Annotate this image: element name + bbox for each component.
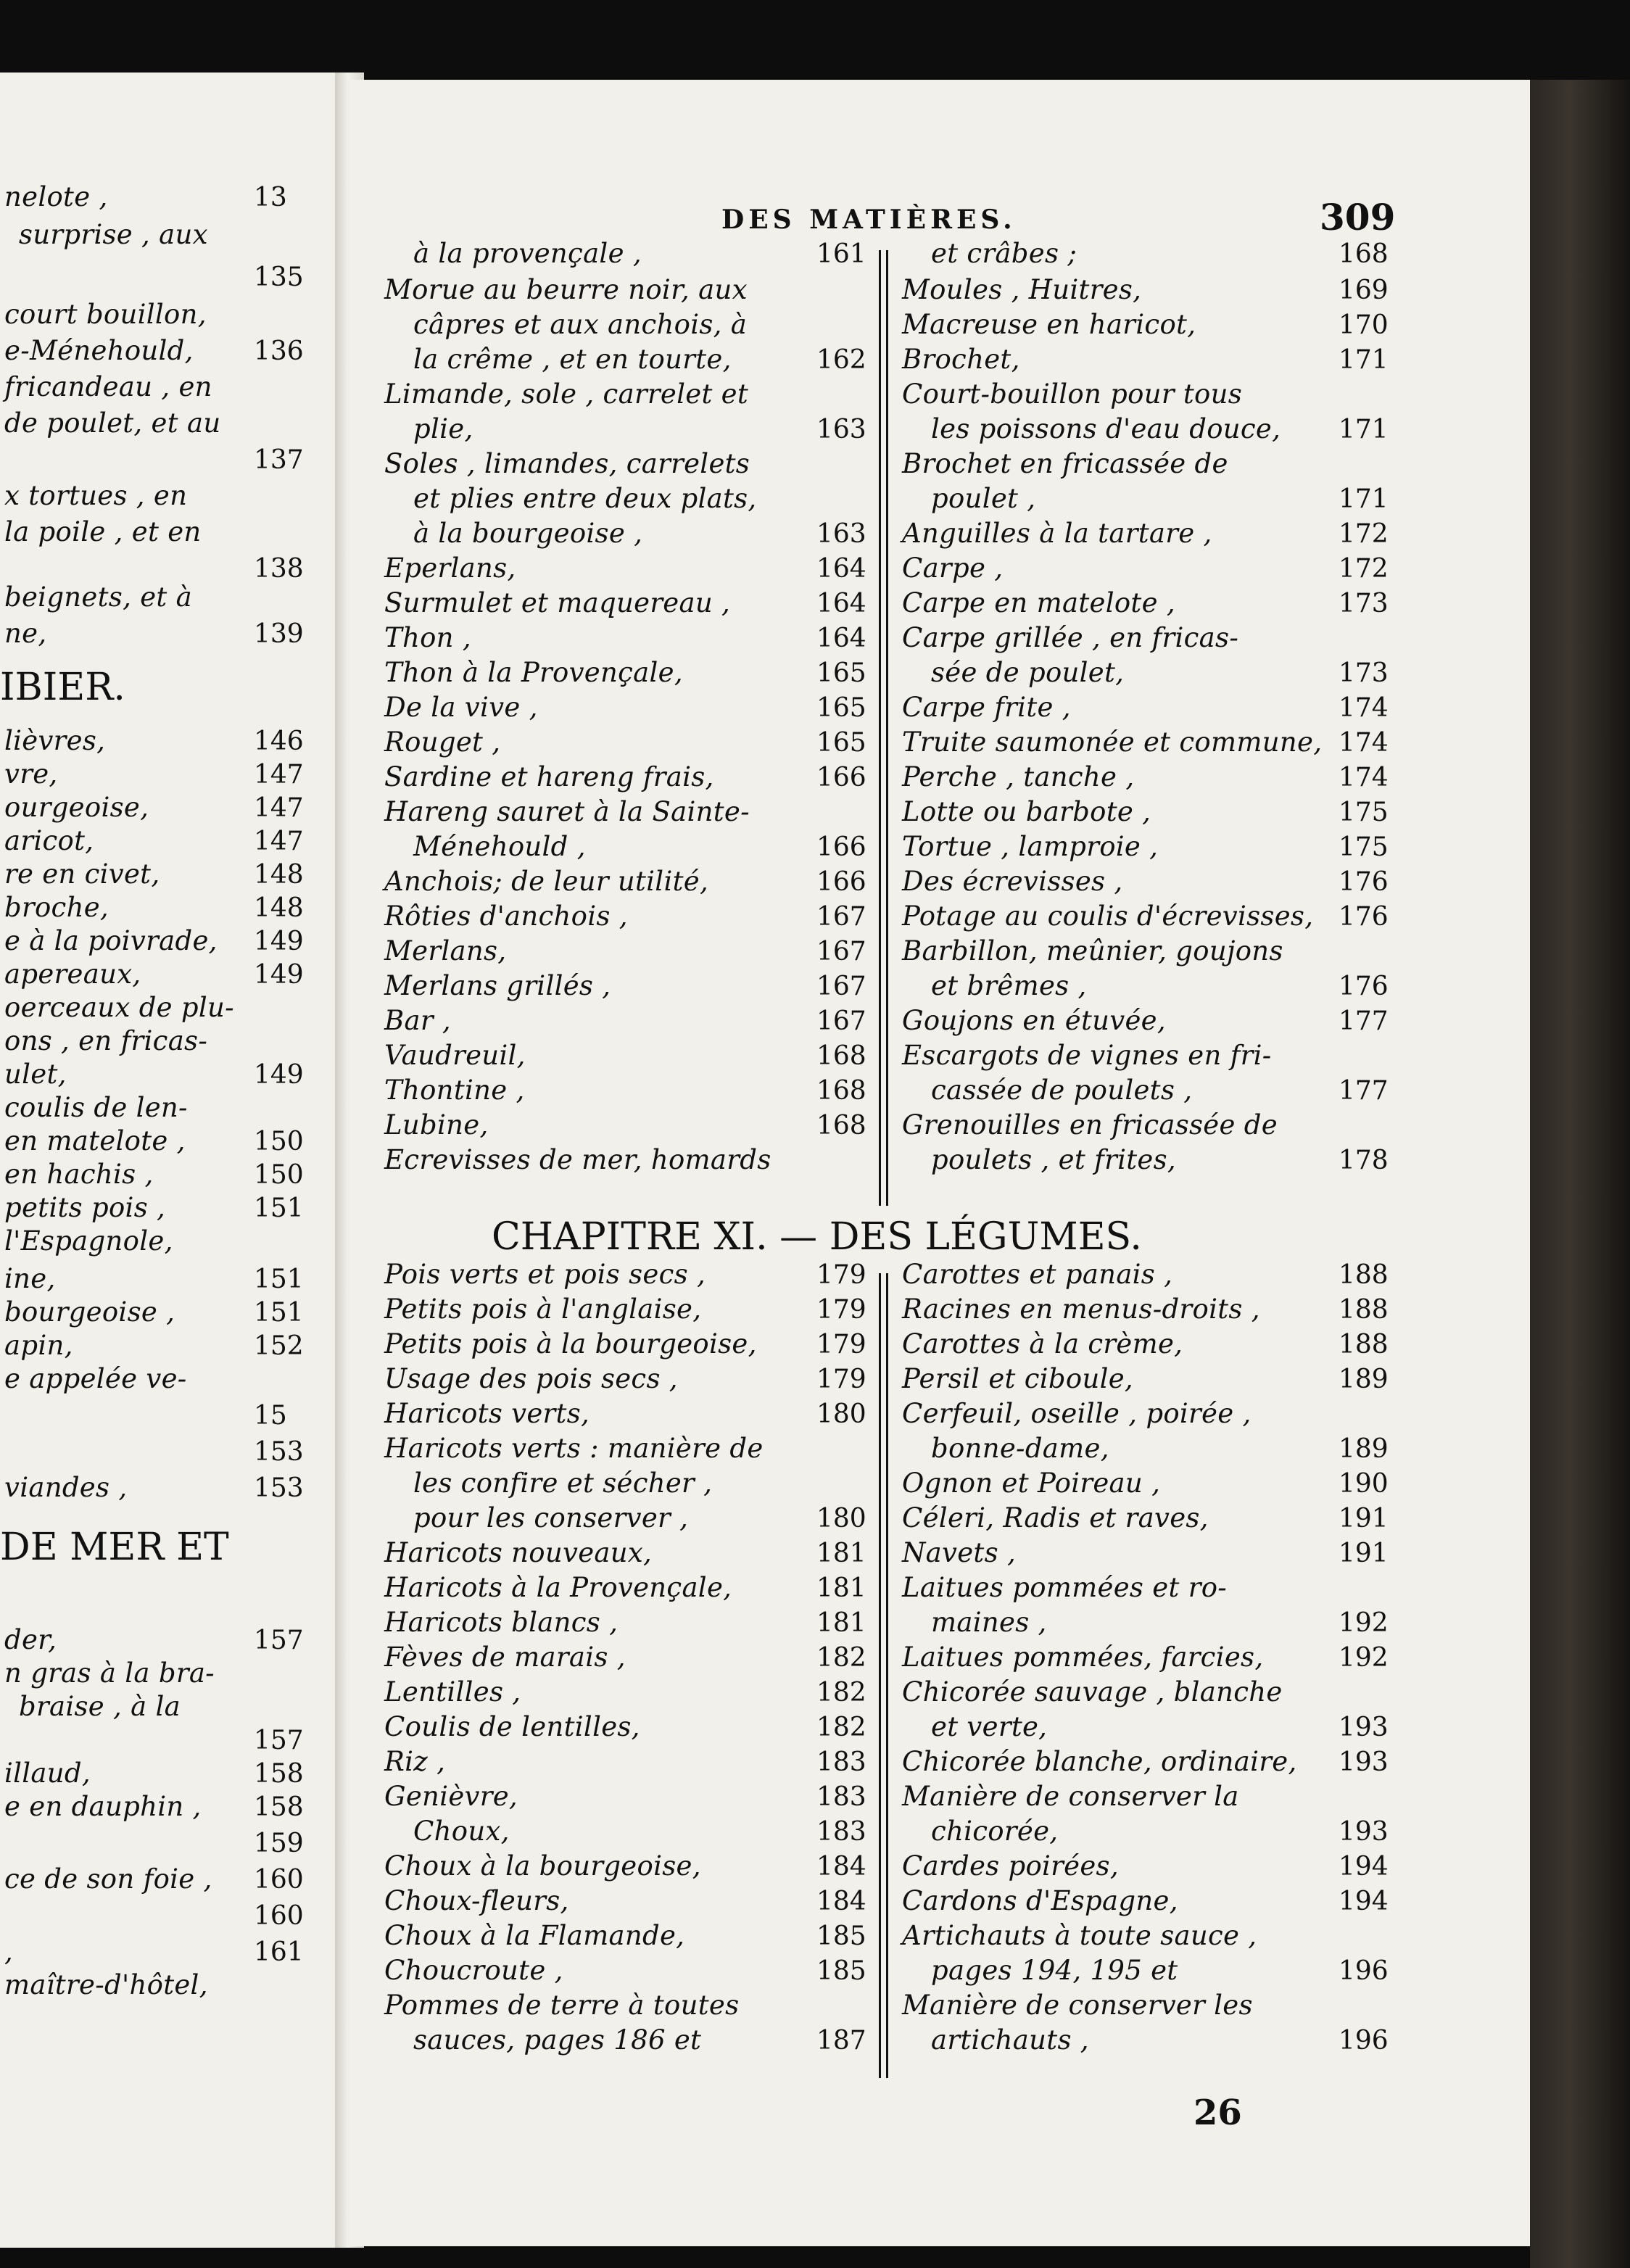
col2-entry-43-text: chicorée, bbox=[931, 1816, 1059, 1847]
col2-entry-48-text: Manière de conserver les bbox=[902, 1990, 1253, 2021]
col1-entry-15-text: Sardine et hareng frais, bbox=[384, 761, 714, 792]
col1-entry-45-text: Choux-fleurs, bbox=[384, 1885, 569, 1916]
col2-entry-37-text: maines , bbox=[931, 1607, 1047, 1638]
running-header: DES MATIÈRES. bbox=[721, 204, 1017, 235]
col2-entry-15-page: 174 bbox=[1339, 763, 1389, 792]
left-entry-23-page: 149 bbox=[254, 1060, 304, 1090]
col1-entry-36-text: Haricots à la Provençale, bbox=[384, 1572, 732, 1603]
col1-entry-42-page: 183 bbox=[816, 1782, 866, 1812]
left-entry-11-text: beignets, et à bbox=[4, 582, 192, 613]
col1-entry-18-text: Anchois; de leur utilité, bbox=[384, 866, 709, 897]
col2-entry-43-page: 193 bbox=[1339, 1817, 1389, 1847]
col2-entry-1-page: 169 bbox=[1339, 276, 1389, 305]
col1-entry-6-text: Soles , limandes, carrelets bbox=[384, 448, 750, 479]
left-entry-45-page: 161 bbox=[254, 1937, 304, 1967]
col2-entry-46-text: Artichauts à toute sauce , bbox=[902, 1920, 1257, 1951]
left-entry-20-text: apereaux, bbox=[4, 959, 141, 990]
col1-entry-41-page: 183 bbox=[816, 1747, 866, 1777]
col2-entry-5-text: les poissons d'eau douce, bbox=[931, 413, 1281, 444]
left-entry-22-text: ons , en fricas- bbox=[4, 1025, 208, 1056]
col2-entry-13-text: Carpe frite , bbox=[902, 692, 1071, 723]
left-entry-21-text: oerceaux de plu- bbox=[4, 992, 234, 1023]
col2-entry-12-text: sée de poulet, bbox=[931, 657, 1125, 688]
col2-entry-6-text: Brochet en fricassée de bbox=[902, 448, 1228, 479]
left-entry-35-page: 153 bbox=[254, 1473, 304, 1503]
col1-entry-10-text: Surmulet et maquereau , bbox=[384, 587, 731, 618]
col2-entry-18-page: 176 bbox=[1339, 867, 1389, 897]
col2-entry-31-text: Cerfeuil, oseille , poirée , bbox=[902, 1398, 1252, 1429]
left-entry-0-text: nelote , bbox=[4, 181, 108, 212]
book-edge bbox=[1530, 80, 1630, 2268]
col1-entry-34-page: 180 bbox=[816, 1504, 866, 1534]
col1-entry-24-text: Thontine , bbox=[384, 1075, 525, 1106]
col1-entry-22-text: Bar , bbox=[384, 1005, 451, 1036]
col2-entry-16-page: 175 bbox=[1339, 798, 1389, 827]
col1-entry-19-text: Rôties d'anchois , bbox=[384, 901, 628, 932]
left-entry-39-page: 157 bbox=[254, 1726, 304, 1755]
left-entry-3-text: court bouillon, bbox=[4, 299, 207, 330]
col1-entry-49-text: sauces, pages 186 et bbox=[413, 2024, 702, 2056]
left-entry-25-text: en matelote , bbox=[4, 1125, 186, 1156]
col2-entry-9-text: Carpe , bbox=[902, 552, 1004, 584]
left-entry-32-text: e appelée ve- bbox=[4, 1363, 187, 1394]
left-entry-38-text: braise , à la bbox=[19, 1691, 181, 1722]
col2-entry-38-page: 192 bbox=[1339, 1643, 1389, 1673]
col2-entry-24-page: 177 bbox=[1339, 1076, 1389, 1106]
col2-entry-14-page: 174 bbox=[1339, 728, 1389, 758]
col2-entry-49-page: 196 bbox=[1339, 2026, 1389, 2056]
left-entry-13-page: 146 bbox=[254, 727, 304, 756]
left-entry-41-text: e en dauphin , bbox=[4, 1791, 202, 1822]
left-entry-40-page: 158 bbox=[254, 1759, 304, 1789]
col2-entry-11-text: Carpe grillée , en fricas- bbox=[902, 622, 1239, 653]
left-entry-12-text: ne, bbox=[4, 618, 47, 649]
col1-entry-3-text: la crême , et en tourte, bbox=[413, 344, 732, 375]
left-entry-30-page: 151 bbox=[254, 1298, 304, 1328]
col2-entry-19-text: Potage au coulis d'écrevisses, bbox=[902, 901, 1314, 932]
left-entry-9-text: la poile , et en bbox=[4, 516, 202, 547]
left-heading-mer: DE MER ET bbox=[0, 1526, 229, 1569]
col2-entry-9-page: 172 bbox=[1339, 554, 1389, 584]
left-entry-15-page: 147 bbox=[254, 793, 304, 823]
col2-entry-40-page: 193 bbox=[1339, 1713, 1389, 1742]
col1-entry-43-page: 183 bbox=[816, 1817, 866, 1847]
col1-entry-39-text: Lentilles , bbox=[384, 1676, 521, 1708]
left-entry-18-page: 148 bbox=[254, 893, 304, 923]
col1-entry-11-page: 164 bbox=[816, 624, 866, 653]
col2-entry-29-text: Carottes à la crème, bbox=[902, 1328, 1183, 1359]
col2-entry-47-page: 196 bbox=[1339, 1956, 1389, 1986]
col2-entry-20-text: Barbillon, meûnier, goujons bbox=[902, 935, 1283, 967]
left-entry-5-text: fricandeau , en bbox=[4, 371, 212, 402]
col2-entry-40-text: et verte, bbox=[931, 1711, 1048, 1742]
col1-entry-1-text: Morue au beurre noir, aux bbox=[384, 274, 748, 305]
col1-entry-14-text: Rouget , bbox=[384, 727, 501, 758]
col1-entry-20-page: 167 bbox=[816, 937, 866, 967]
col2-entry-16-text: Lotte ou barbote , bbox=[902, 796, 1151, 827]
col2-entry-39-text: Chicorée sauvage , blanche bbox=[902, 1676, 1283, 1708]
col1-entry-44-text: Choux à la bourgeoise, bbox=[384, 1850, 701, 1882]
col1-entry-35-page: 181 bbox=[816, 1539, 866, 1568]
col2-entry-41-text: Chicorée blanche, ordinaire, bbox=[902, 1746, 1297, 1777]
col2-entry-28-text: Racines en menus-droits , bbox=[902, 1294, 1260, 1325]
left-entry-44-page: 160 bbox=[254, 1901, 304, 1931]
left-entry-45-text: , bbox=[4, 1936, 14, 1967]
col2-entry-7-page: 171 bbox=[1339, 484, 1389, 514]
column-rule-upper-2 bbox=[886, 250, 888, 1206]
col1-entry-48-text: Pommes de terre à toutes bbox=[384, 1990, 740, 2021]
col2-entry-45-page: 194 bbox=[1339, 1887, 1389, 1916]
col2-entry-34-page: 191 bbox=[1339, 1504, 1389, 1534]
left-entry-29-text: ine, bbox=[4, 1263, 56, 1294]
left-entry-29-page: 151 bbox=[254, 1265, 304, 1294]
col2-entry-29-page: 188 bbox=[1339, 1330, 1389, 1359]
col2-entry-13-page: 174 bbox=[1339, 693, 1389, 723]
col1-entry-8-page: 163 bbox=[816, 519, 866, 549]
left-entry-28-text: l'Espagnole, bbox=[4, 1225, 173, 1257]
col1-entry-19-page: 167 bbox=[816, 902, 866, 932]
col1-entry-27-page: 179 bbox=[816, 1260, 866, 1290]
col2-entry-32-text: bonne-dame, bbox=[931, 1433, 1109, 1464]
col2-entry-27-text: Carottes et panais , bbox=[902, 1259, 1173, 1290]
col1-entry-49-page: 187 bbox=[816, 2026, 866, 2056]
left-entry-36-page: 157 bbox=[254, 1626, 304, 1655]
left-entry-23-text: ulet, bbox=[4, 1059, 67, 1090]
col1-entry-32-text: Haricots verts : manière de bbox=[384, 1433, 764, 1464]
left-entry-19-text: e à la poivrade, bbox=[4, 925, 218, 956]
col2-entry-17-page: 175 bbox=[1339, 832, 1389, 862]
left-entry-16-text: aricot, bbox=[4, 825, 94, 856]
col2-entry-7-text: poulet , bbox=[931, 483, 1036, 514]
column-rule-lower bbox=[879, 1273, 881, 2078]
left-entry-20-page: 149 bbox=[254, 960, 304, 990]
col1-entry-12-text: Thon à la Provençale, bbox=[384, 657, 683, 688]
col1-entry-29-page: 179 bbox=[816, 1330, 866, 1359]
col2-entry-18-text: Des écrevisses , bbox=[902, 866, 1123, 897]
col1-entry-30-text: Usage des pois secs , bbox=[384, 1363, 678, 1394]
col1-entry-0-page: 161 bbox=[816, 239, 866, 269]
col2-entry-42-text: Manière de conserver la bbox=[902, 1781, 1239, 1812]
column-rule-lower-2 bbox=[886, 1273, 888, 2078]
col2-entry-28-page: 188 bbox=[1339, 1295, 1389, 1325]
col2-entry-37-page: 192 bbox=[1339, 1608, 1389, 1638]
col2-entry-4-text: Court-bouillon pour tous bbox=[902, 378, 1243, 410]
col1-entry-2-text: câpres et aux anchois, à bbox=[413, 309, 748, 340]
col1-entry-43-text: Choux, bbox=[413, 1816, 510, 1847]
col1-entry-45-page: 184 bbox=[816, 1887, 866, 1916]
left-entry-33-page: 15 bbox=[254, 1401, 287, 1431]
col1-entry-20-text: Merlans, bbox=[384, 935, 507, 967]
col1-entry-13-page: 165 bbox=[816, 693, 866, 723]
left-entry-0-page: 13 bbox=[254, 183, 287, 212]
left-entry-27-page: 151 bbox=[254, 1193, 304, 1223]
col1-entry-9-text: Eperlans, bbox=[384, 552, 516, 584]
left-entry-27-text: petits pois , bbox=[4, 1192, 166, 1223]
left-entry-8-text: x tortues , en bbox=[4, 480, 188, 511]
col2-entry-0-text: et crâbes ; bbox=[931, 238, 1077, 269]
col1-entry-25-text: Lubine, bbox=[384, 1109, 489, 1141]
left-entry-35-text: viandes , bbox=[4, 1472, 128, 1503]
col2-entry-17-text: Tortue , lamproie , bbox=[902, 831, 1159, 862]
col1-entry-4-text: Limande, sole , carrelet et bbox=[384, 378, 749, 410]
col1-entry-17-page: 166 bbox=[816, 832, 866, 862]
left-entry-10-page: 138 bbox=[254, 554, 304, 584]
col1-entry-25-page: 168 bbox=[816, 1111, 866, 1141]
col2-entry-5-page: 171 bbox=[1339, 415, 1389, 444]
col1-entry-37-text: Haricots blancs , bbox=[384, 1607, 619, 1638]
col2-entry-45-text: Cardons d'Espagne, bbox=[902, 1885, 1178, 1916]
col1-entry-11-text: Thon , bbox=[384, 622, 471, 653]
col2-entry-24-text: cassée de poulets , bbox=[931, 1075, 1193, 1106]
left-entry-17-page: 148 bbox=[254, 860, 304, 890]
left-entry-43-text: ce de son foie , bbox=[4, 1863, 212, 1895]
col1-entry-47-text: Choucroute , bbox=[384, 1955, 563, 1986]
left-entry-26-page: 150 bbox=[254, 1160, 304, 1190]
chapter-heading: CHAPITRE XI. — DES LÉGUMES. bbox=[492, 1215, 1142, 1259]
col1-entry-23-page: 168 bbox=[816, 1041, 866, 1071]
left-heading-gibier: IBIER. bbox=[0, 666, 125, 709]
col1-entry-24-page: 168 bbox=[816, 1076, 866, 1106]
col1-entry-47-page: 185 bbox=[816, 1956, 866, 1986]
col2-entry-22-text: Goujons en étuvée, bbox=[902, 1005, 1166, 1036]
left-entry-42-page: 159 bbox=[254, 1829, 304, 1858]
col2-entry-22-page: 177 bbox=[1339, 1006, 1389, 1036]
col1-entry-16-text: Hareng sauret à la Sainte- bbox=[384, 796, 750, 827]
left-entry-13-text: lièvres, bbox=[4, 725, 106, 756]
left-entry-26-text: en hachis , bbox=[4, 1159, 154, 1190]
col1-entry-39-page: 182 bbox=[816, 1678, 866, 1708]
col1-entry-0-text: à la provençale , bbox=[413, 238, 642, 269]
col2-entry-26-page: 178 bbox=[1339, 1146, 1389, 1175]
col1-entry-34-text: pour les conserver , bbox=[413, 1502, 689, 1534]
col1-entry-18-page: 166 bbox=[816, 867, 866, 897]
col2-entry-10-page: 173 bbox=[1339, 589, 1389, 618]
left-entry-43-page: 160 bbox=[254, 1865, 304, 1895]
col1-entry-26-text: Ecrevisses de mer, homards bbox=[384, 1144, 771, 1175]
col2-entry-41-page: 193 bbox=[1339, 1747, 1389, 1777]
left-entry-16-page: 147 bbox=[254, 827, 304, 856]
col2-entry-34-text: Céleri, Radis et raves, bbox=[902, 1502, 1209, 1534]
col2-entry-21-text: et brêmes , bbox=[931, 970, 1087, 1001]
col1-entry-3-page: 162 bbox=[816, 345, 866, 375]
col2-entry-32-page: 189 bbox=[1339, 1434, 1389, 1464]
col1-entry-40-text: Coulis de lentilles, bbox=[384, 1711, 640, 1742]
col2-entry-19-page: 176 bbox=[1339, 902, 1389, 932]
col1-entry-37-page: 181 bbox=[816, 1608, 866, 1638]
col1-entry-22-page: 167 bbox=[816, 1006, 866, 1036]
left-entry-19-page: 149 bbox=[254, 927, 304, 956]
col2-entry-44-page: 194 bbox=[1339, 1852, 1389, 1882]
col1-entry-46-page: 185 bbox=[816, 1921, 866, 1951]
col1-entry-30-page: 179 bbox=[816, 1365, 866, 1394]
col2-entry-3-text: Brochet, bbox=[902, 344, 1020, 375]
col1-entry-31-text: Haricots verts, bbox=[384, 1398, 590, 1429]
page-number: 309 bbox=[1320, 196, 1396, 239]
col1-entry-40-page: 182 bbox=[816, 1713, 866, 1742]
col2-entry-33-text: Ognon et Poireau , bbox=[902, 1468, 1161, 1499]
col1-entry-12-page: 165 bbox=[816, 658, 866, 688]
col2-entry-12-page: 173 bbox=[1339, 658, 1389, 688]
col2-entry-49-text: artichauts , bbox=[931, 2024, 1089, 2056]
col1-entry-36-page: 181 bbox=[816, 1573, 866, 1603]
col2-entry-26-text: poulets , et frites, bbox=[931, 1144, 1176, 1175]
col1-entry-15-page: 166 bbox=[816, 763, 866, 792]
col2-entry-27-page: 188 bbox=[1339, 1260, 1389, 1290]
left-entry-7-page: 137 bbox=[254, 445, 304, 475]
col1-entry-5-text: plie, bbox=[413, 413, 473, 444]
col1-entry-9-page: 164 bbox=[816, 554, 866, 584]
col1-entry-8-text: à la bourgeoise , bbox=[413, 518, 643, 549]
col1-entry-35-text: Haricots nouveaux, bbox=[384, 1537, 653, 1568]
col2-entry-38-text: Laitues pommées, farcies, bbox=[902, 1642, 1264, 1673]
left-entry-31-text: apin, bbox=[4, 1330, 73, 1361]
left-entry-34-page: 153 bbox=[254, 1437, 304, 1467]
col2-entry-2-page: 170 bbox=[1339, 310, 1389, 340]
col2-entry-35-text: Navets , bbox=[902, 1537, 1017, 1568]
col1-entry-21-page: 167 bbox=[816, 972, 866, 1001]
signature-mark: 26 bbox=[1193, 2093, 1242, 2133]
col1-entry-23-text: Vaudreuil, bbox=[384, 1040, 526, 1071]
left-entry-15-text: ourgeoise, bbox=[4, 792, 149, 823]
col1-entry-42-text: Genièvre, bbox=[384, 1781, 518, 1812]
left-entry-25-page: 150 bbox=[254, 1127, 304, 1156]
col1-entry-21-text: Merlans grillés , bbox=[384, 970, 611, 1001]
left-entry-14-text: vre, bbox=[4, 758, 58, 790]
col2-entry-14-text: Truite saumonée et commune, bbox=[902, 727, 1323, 758]
col2-entry-33-page: 190 bbox=[1339, 1469, 1389, 1499]
left-entry-40-text: illaud, bbox=[4, 1758, 91, 1789]
left-entry-4-page: 136 bbox=[254, 336, 304, 366]
col2-entry-8-text: Anguilles à la tartare , bbox=[902, 518, 1212, 549]
col2-entry-3-page: 171 bbox=[1339, 345, 1389, 375]
left-entry-14-page: 147 bbox=[254, 760, 304, 790]
left-entry-4-text: e-Ménehould, bbox=[4, 335, 194, 366]
col1-entry-38-text: Fèves de marais , bbox=[384, 1642, 626, 1673]
left-entry-30-text: bourgeoise , bbox=[4, 1296, 175, 1328]
col1-entry-13-text: De la vive , bbox=[384, 692, 538, 723]
col1-entry-14-page: 165 bbox=[816, 728, 866, 758]
col1-entry-41-text: Riz , bbox=[384, 1746, 446, 1777]
col2-entry-10-text: Carpe en matelote , bbox=[902, 587, 1175, 618]
col2-entry-0-page: 168 bbox=[1339, 239, 1389, 269]
col2-entry-47-text: pages 194, 195 et bbox=[931, 1955, 1178, 1986]
left-entry-12-page: 139 bbox=[254, 619, 304, 649]
col2-entry-44-text: Cardes poirées, bbox=[902, 1850, 1119, 1882]
col2-entry-36-text: Laitues pommées et ro- bbox=[902, 1572, 1228, 1603]
col2-entry-25-text: Grenouilles en fricassée de bbox=[902, 1109, 1278, 1141]
left-entry-2-page: 135 bbox=[254, 262, 304, 292]
col2-entry-35-page: 191 bbox=[1339, 1539, 1389, 1568]
col1-entry-31-page: 180 bbox=[816, 1399, 866, 1429]
left-entry-37-text: n gras à la bra- bbox=[4, 1657, 215, 1689]
col1-entry-17-text: Ménehould , bbox=[413, 831, 586, 862]
col2-entry-21-page: 176 bbox=[1339, 972, 1389, 1001]
left-entry-1-text: surprise , aux bbox=[19, 219, 208, 250]
left-entry-41-page: 158 bbox=[254, 1792, 304, 1822]
col2-entry-23-text: Escargots de vignes en fri- bbox=[902, 1040, 1272, 1071]
col1-entry-28-text: Petits pois à l'anglaise, bbox=[384, 1294, 702, 1325]
col1-entry-29-text: Petits pois à la bourgeoise, bbox=[384, 1328, 757, 1359]
col2-entry-15-text: Perche , tanche , bbox=[902, 761, 1135, 792]
col1-entry-46-text: Choux à la Flamande, bbox=[384, 1920, 685, 1951]
col2-entry-30-text: Persil et ciboule, bbox=[902, 1363, 1133, 1394]
col1-entry-33-text: les confire et sécher , bbox=[413, 1468, 713, 1499]
col2-entry-30-page: 189 bbox=[1339, 1365, 1389, 1394]
col1-entry-10-page: 164 bbox=[816, 589, 866, 618]
left-entry-36-text: der, bbox=[4, 1624, 57, 1655]
col2-entry-2-text: Macreuse en haricot, bbox=[902, 309, 1196, 340]
col1-entry-44-page: 184 bbox=[816, 1852, 866, 1882]
col2-entry-8-page: 172 bbox=[1339, 519, 1389, 549]
left-entry-18-text: broche, bbox=[4, 892, 109, 923]
left-entry-6-text: de poulet, et au bbox=[4, 407, 221, 439]
column-rule-upper bbox=[879, 250, 881, 1206]
col2-entry-1-text: Moules , Huitres, bbox=[902, 274, 1142, 305]
col1-entry-5-page: 163 bbox=[816, 415, 866, 444]
col1-entry-27-text: Pois verts et pois secs , bbox=[384, 1259, 706, 1290]
col1-entry-7-text: et plies entre deux plats, bbox=[413, 483, 757, 514]
left-entry-17-text: re en civet, bbox=[4, 858, 160, 890]
left-entry-24-text: coulis de len- bbox=[4, 1092, 188, 1123]
left-entry-31-page: 152 bbox=[254, 1331, 304, 1361]
left-entry-46-text: maître-d'hôtel, bbox=[4, 1969, 208, 2000]
col1-entry-28-page: 179 bbox=[816, 1295, 866, 1325]
col1-entry-38-page: 182 bbox=[816, 1643, 866, 1673]
